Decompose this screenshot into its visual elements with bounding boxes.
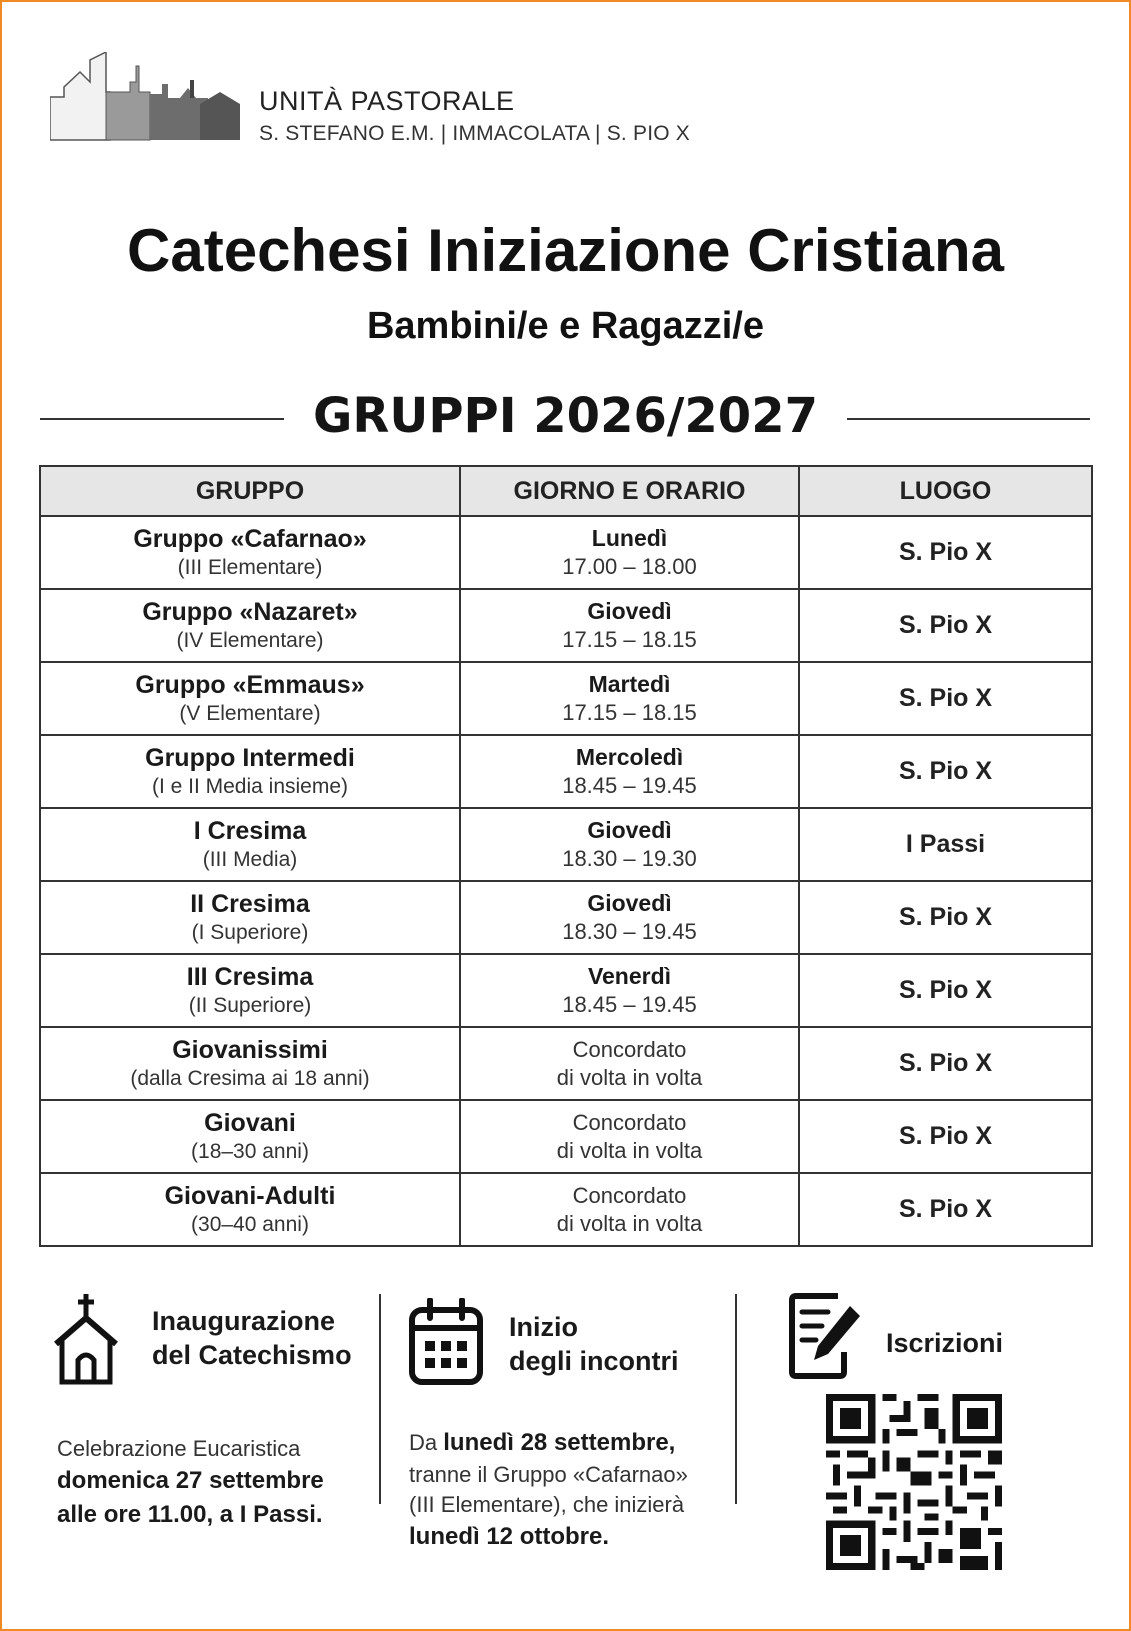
schedule-note: Concordato (572, 1109, 687, 1135)
group-class: (III Media) (202, 847, 298, 871)
group-cell (40, 954, 460, 1027)
group-name: III Cresima (186, 962, 314, 991)
info-divider (379, 1294, 381, 1504)
day: Mercoledì (575, 744, 684, 770)
calendar-icon (408, 1298, 484, 1386)
table-row (40, 589, 1092, 662)
group-cell (40, 1100, 460, 1173)
qr-code[interactable] (826, 1394, 1002, 1570)
place: S. Pio X (799, 662, 1092, 735)
schedule-cell (460, 1173, 799, 1246)
header-giorno-orario: GIORNO E ORARIO (460, 466, 799, 516)
group-cell (40, 1027, 460, 1100)
group-cell (40, 735, 460, 808)
day: Martedì (588, 671, 671, 697)
group-name: Gruppo «Cafarnao» (133, 524, 367, 553)
start-line-1-prefix: Da (409, 1430, 444, 1455)
group-cell (40, 881, 460, 954)
group-name: II Cresima (190, 889, 310, 918)
registration-title: Iscrizioni (886, 1328, 1004, 1358)
start-title-line-2: degli incontri (509, 1346, 679, 1376)
page-subtitle: Bambini/e e Ragazzi/e (366, 305, 764, 347)
start-line-2: tranne il Gruppo «Cafarnao» (409, 1462, 688, 1487)
info-divider (735, 1294, 737, 1504)
start-date-cafarnao: lunedì 12 ottobre. (409, 1523, 610, 1550)
inauguration-time-place: alle ore 11.00, a I Passi. (57, 1501, 323, 1528)
time: 18.45 – 19.45 (562, 773, 697, 798)
table-row (40, 1100, 1092, 1173)
start-date: lunedì 28 settembre, (443, 1429, 676, 1456)
group-class: (18–30 anni) (191, 1139, 309, 1163)
header-luogo: LUOGO (799, 466, 1092, 516)
place: S. Pio X (799, 735, 1092, 808)
group-cell (40, 808, 460, 881)
group-class: (III Elementare) (177, 555, 323, 579)
schedule-cell (460, 1100, 799, 1173)
place: S. Pio X (799, 516, 1092, 589)
day: Lunedì (591, 525, 668, 551)
group-name: Giovanissimi (172, 1035, 328, 1064)
group-class: (I e II Media insieme) (151, 774, 349, 798)
schedule-cell (460, 735, 799, 808)
time: 18.45 – 19.45 (562, 992, 697, 1017)
schedule-cell (460, 881, 799, 954)
day: Giovedì (587, 817, 672, 843)
group-class: (IV Elementare) (176, 628, 324, 652)
group-name: Giovani-Adulti (164, 1181, 336, 1210)
inauguration-title (152, 1304, 352, 1372)
schedule-cell (460, 954, 799, 1027)
place: S. Pio X (799, 1100, 1092, 1173)
church-icon (50, 1292, 122, 1386)
inauguration-date: domenica 27 settembre (57, 1467, 324, 1494)
form-pen-icon (788, 1292, 864, 1380)
table-header-row (40, 466, 1092, 516)
group-class: (I Superiore) (191, 920, 309, 944)
group-name: Gruppo Intermedi (145, 743, 355, 772)
table-row (40, 954, 1092, 1027)
group-class: (dalla Cresima ai 18 anni) (130, 1066, 370, 1090)
start-title (509, 1310, 679, 1378)
schedule-note: di volta in volta (556, 1210, 703, 1236)
table-row (40, 881, 1092, 954)
group-name: Gruppo «Emmaus» (135, 670, 365, 699)
group-cell (40, 1173, 460, 1246)
schedule-note: di volta in volta (556, 1137, 703, 1163)
schedule-cell (460, 589, 799, 662)
inauguration-title-line-1: Inaugurazione (152, 1306, 336, 1336)
inauguration-title-line-2: del Catechismo (152, 1340, 352, 1370)
group-name: Giovani (204, 1108, 296, 1137)
start-details (409, 1426, 688, 1554)
day: Giovedì (587, 598, 672, 624)
schedule-table (39, 465, 1093, 1247)
group-cell (40, 516, 460, 589)
schedule-cell (460, 808, 799, 881)
page-title: Catechesi Iniziazione Cristiana (127, 217, 1004, 284)
table-row (40, 516, 1092, 589)
church-buildings-logo (50, 52, 250, 144)
schedule-note: di volta in volta (556, 1064, 703, 1090)
header-gruppo: GRUPPO (40, 466, 460, 516)
table-row (40, 735, 1092, 808)
inauguration-details (57, 1434, 324, 1532)
place: S. Pio X (799, 1027, 1092, 1100)
heading-rule-right (847, 418, 1090, 420)
time: 17.15 – 18.15 (562, 700, 697, 725)
group-name: Gruppo «Nazaret» (142, 597, 358, 626)
place: S. Pio X (799, 954, 1092, 1027)
day: Giovedì (587, 890, 672, 916)
place: S. Pio X (799, 881, 1092, 954)
group-class: (II Superiore) (188, 993, 312, 1017)
schedule-cell (460, 662, 799, 735)
time: 17.00 – 18.00 (562, 554, 697, 579)
group-name: I Cresima (193, 816, 307, 845)
group-cell (40, 589, 460, 662)
start-line-1 (409, 1426, 688, 1460)
place: I Passi (799, 808, 1092, 881)
start-line-3: (III Elementare), che inizierà (409, 1492, 685, 1517)
time: 17.15 – 18.15 (562, 627, 697, 652)
place: S. Pio X (799, 1173, 1092, 1246)
table-row (40, 808, 1092, 881)
schedule-cell (460, 1027, 799, 1100)
start-title-line-1: Inizio (509, 1312, 578, 1342)
inauguration-line-1: Celebrazione Eucaristica (57, 1436, 301, 1461)
table-row (40, 662, 1092, 735)
day: Venerdì (587, 963, 672, 989)
time: 18.30 – 19.45 (562, 919, 697, 944)
schedule-note: Concordato (572, 1182, 687, 1208)
org-parishes: S. STEFANO E.M. | IMMACOLATA | S. PIO X (259, 122, 691, 145)
schedule-note: Concordato (572, 1036, 687, 1062)
group-cell (40, 662, 460, 735)
table-row (40, 1027, 1092, 1100)
groups-heading: GRUPPI 2026/2027 (313, 388, 818, 444)
group-class: (30–40 anni) (191, 1212, 309, 1236)
time: 18.30 – 19.30 (562, 846, 697, 871)
place: S. Pio X (799, 589, 1092, 662)
table-row (40, 1173, 1092, 1246)
group-class: (V Elementare) (179, 701, 321, 725)
org-name: UNITÀ PASTORALE (259, 86, 515, 116)
schedule-cell (460, 516, 799, 589)
